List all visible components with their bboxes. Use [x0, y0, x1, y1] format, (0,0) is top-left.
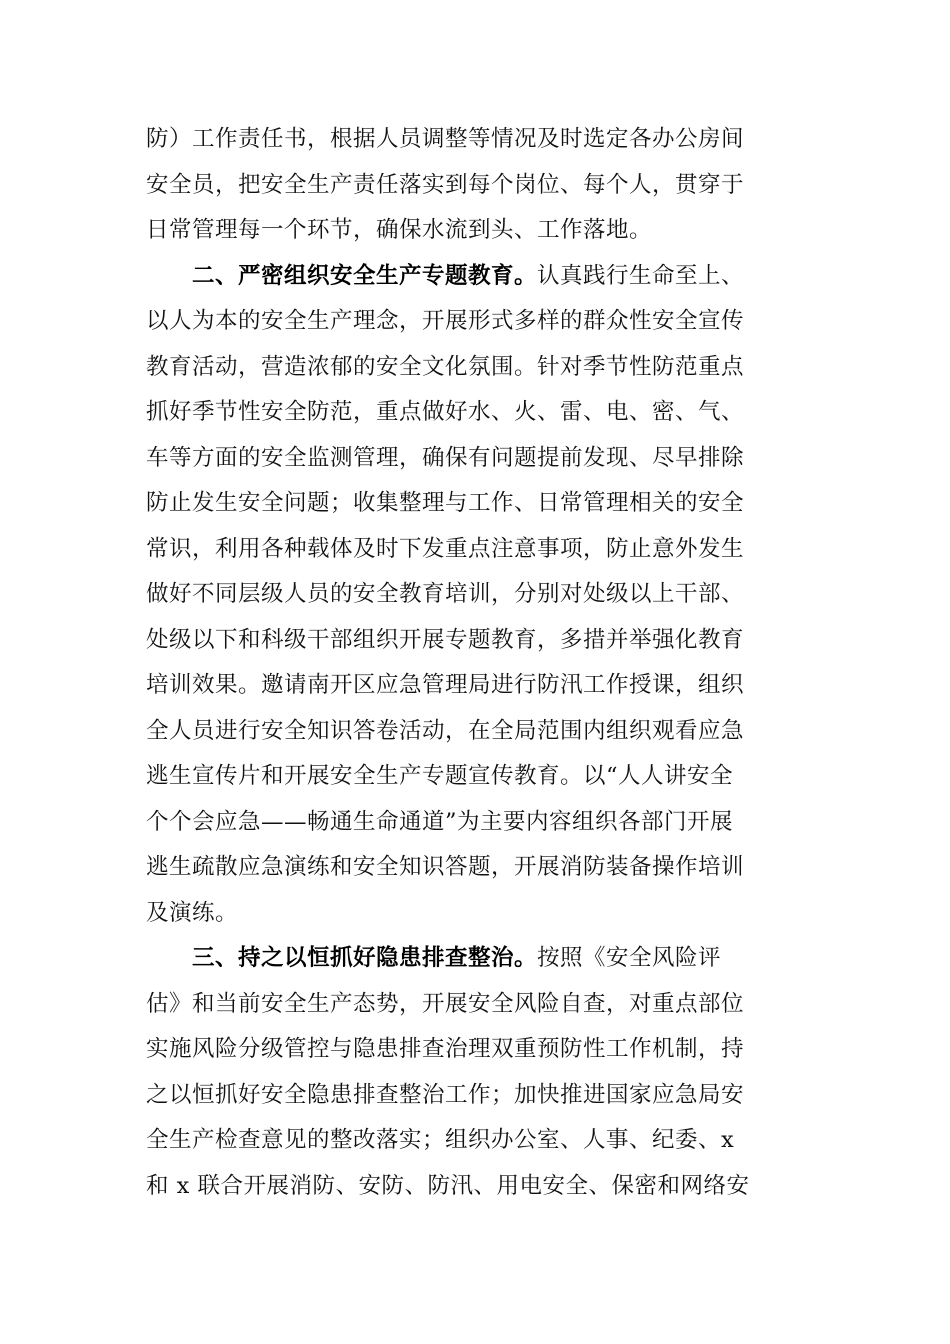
section-two-first-line — [146, 254, 808, 300]
section-two-heading: 二、严密组织安全生产专题教育。 — [192, 262, 538, 289]
body-line: 车等方面的安全监测管理，确保有问题提前发现、尽早排除 — [146, 444, 745, 471]
body-line: 及演练。 — [146, 899, 239, 926]
body-line: 常识，利用各种载体及时下发重点注意事项，防止意外发生 — [146, 535, 745, 562]
body-line: 全生产检查意见的整改落实；组织办公室、人事、纪委、x — [146, 1127, 735, 1153]
body-line: 以人为本的安全生产理念，开展形式多样的群众性安全宣传 — [146, 308, 745, 334]
body-line: 处级以下和科级干部组织开展专题教育，多措并举强化教育 — [146, 626, 745, 653]
body-line: 日常管理每一个环节，确保水流到头、工作落地。 — [146, 217, 653, 243]
body-line: 逃生宣传片和开展安全生产专题宣传教育。以“人人讲安全 — [146, 763, 734, 789]
body-line: 实施风险分级管控与隐患排查治理双重预防性工作机制，持 — [146, 1036, 745, 1062]
body-line: 逃生疏散应急演练和安全知识答题，开展消防装备操作培训 — [146, 854, 745, 880]
body-line: 全人员进行安全知识答卷活动，在全局范围内组织观看应急 — [146, 717, 745, 744]
body-text: 按照《安全风险评 — [537, 945, 722, 971]
section-three-first-line — [146, 936, 808, 982]
document-body — [146, 117, 808, 1209]
body-line: 做好不同层级人员的安全教育培训，分别对处级以上干部、 — [146, 581, 745, 607]
body-line: 之以恒抓好安全隐患排查整治工作；加快推进国家应急局安 — [146, 1081, 745, 1108]
body-line: 防）工作责任书，根据人员调整等情况及时选定各办公房间 — [146, 126, 745, 152]
body-line: 抓好季节性安全防范，重点做好水、火、雷、电、密、气、 — [146, 399, 745, 425]
body-line: 估》和当前安全生产态势，开展安全风险自查，对重点部位 — [146, 990, 745, 1017]
body-line: 安全员，把安全生产责任落实到每个岗位、每个人，贯穿于 — [146, 171, 745, 198]
body-line: 个个会应急——畅通生命通道”为主要内容组织各部门开展 — [146, 808, 734, 835]
body-text: 认真践行生命至上、 — [537, 262, 745, 289]
body-line: 教育活动，营造浓郁的安全文化氛围。针对季节性防范重点 — [146, 353, 745, 380]
body-line: 培训效果。邀请南开区应急管理局进行防汛工作授课，组织 — [146, 672, 745, 698]
body-line: 和 x 联合开展消防、安防、防汛、用电安全、保密和网络安 — [146, 1172, 750, 1199]
body-line: 防止发生安全问题；收集整理与工作、日常管理相关的安全 — [146, 490, 745, 516]
section-three-heading: 三、持之以恒抓好隐患排查整治。 — [192, 945, 538, 971]
